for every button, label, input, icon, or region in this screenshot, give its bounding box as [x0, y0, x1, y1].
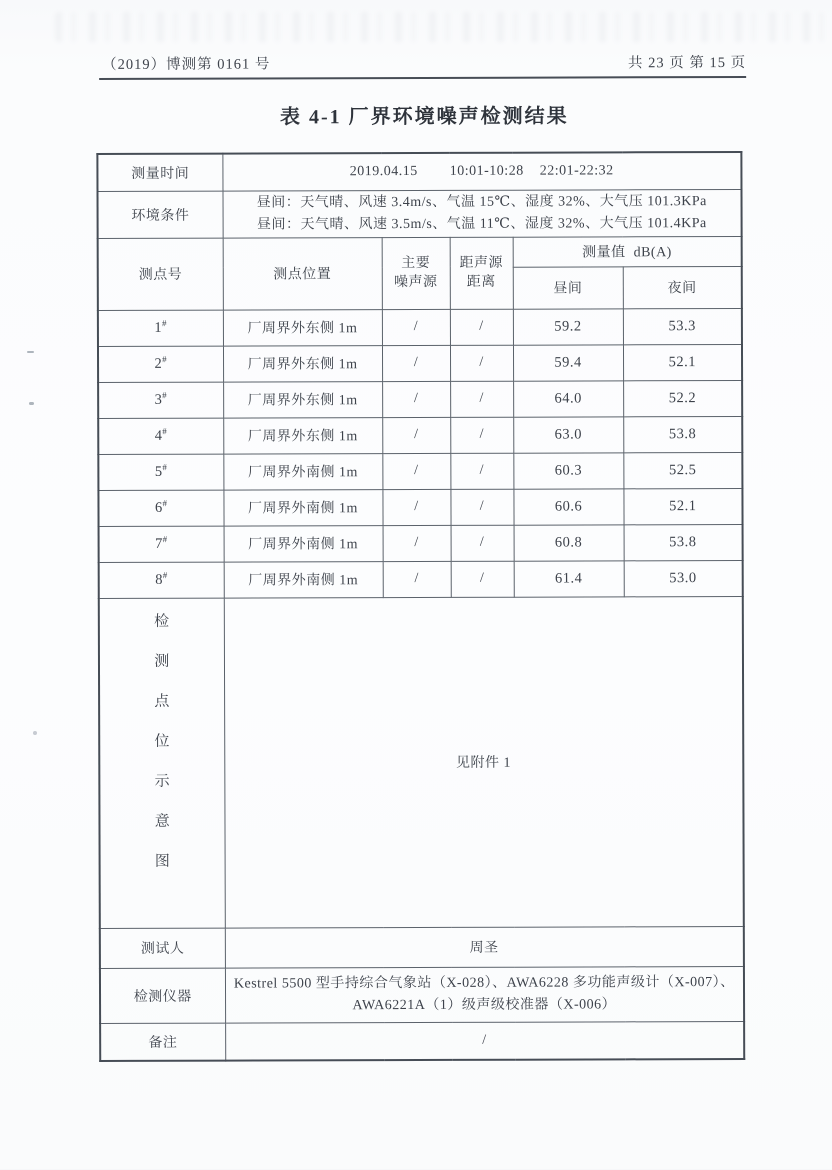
point-loc-cell: 厂周界外东侧 1m [223, 381, 382, 417]
measure-time-row [97, 152, 741, 191]
page-count: 共 23 页 第 15 页 [627, 54, 747, 72]
measure-time-label: 测量时间 [97, 154, 222, 191]
night-value-cell: 53.8 [624, 524, 743, 560]
point-no-cell: 2# [98, 346, 223, 382]
distance-cell: / [451, 525, 514, 561]
col-header-point-loc: 测点位置 [223, 237, 382, 309]
instrument-value: Kestrel 5500 型手持综合气象站（X-028）、AWA6228 多功能声级计（X-007）、 AWA6221A（1）级声级校准器（X-006） [225, 966, 744, 1023]
distance-cell: / [450, 453, 513, 489]
distance-cell: / [450, 345, 513, 381]
col-header-point-no: 测点号 [98, 238, 223, 310]
tester-row [100, 926, 744, 968]
night-value-cell: 52.1 [623, 488, 742, 524]
tester-value: 周圣 [225, 926, 744, 968]
noise-results-table [96, 151, 745, 1062]
distance-cell: / [450, 489, 513, 525]
column-header-row [98, 236, 742, 268]
page-header [102, 51, 746, 74]
table-row [99, 524, 743, 562]
col-header-measured-value: 测量值 dB(A) [513, 236, 742, 267]
noise-source-cell: / [382, 417, 450, 453]
instrument-row [100, 966, 744, 1023]
point-no-cell: 6# [98, 490, 223, 526]
day-value-cell: 60.3 [513, 452, 623, 488]
point-no-cell: 8# [99, 562, 224, 598]
noise-source-cell: / [382, 453, 450, 489]
noise-source-cell: / [382, 381, 450, 417]
night-value-cell: 53.3 [623, 308, 742, 344]
remark-value: / [225, 1021, 744, 1061]
night-value-cell: 53.8 [623, 416, 742, 452]
point-loc-cell: 厂周界外东侧 1m [223, 309, 382, 345]
distance-cell: / [451, 561, 514, 597]
point-loc-cell: 厂周界外东侧 1m [223, 345, 382, 381]
point-no-cell: 3# [98, 382, 223, 418]
point-loc-cell: 厂周界外南侧 1m [223, 453, 382, 489]
night-value-cell: 53.0 [624, 560, 743, 596]
distance-cell: / [450, 309, 513, 345]
day-value-cell: 64.0 [513, 380, 623, 416]
page-title: 表 4-1 厂界环境噪声检测结果 [279, 105, 569, 129]
point-loc-cell: 厂周界外东侧 1m [223, 417, 382, 453]
noise-source-cell: / [382, 489, 450, 525]
col-header-noise-source: 主要 噪声源 [382, 237, 450, 309]
night-value-cell: 52.1 [623, 344, 742, 380]
point-no-cell: 7# [99, 526, 224, 562]
environment-day-line: 昼间：天气晴、风速 3.4m/s、气温 15℃、湿度 32%、大气压 101.3KPa [256, 193, 707, 210]
environment-night-line: 昼间：天气晴、风速 3.5m/s、气温 11℃、湿度 32%、大气压 101.4KPa [257, 215, 707, 232]
remark-row [100, 1021, 744, 1061]
point-no-cell: 1# [98, 310, 223, 346]
col-header-distance: 距声源 距离 [450, 237, 513, 309]
table-row [98, 344, 742, 382]
noise-source-cell: / [383, 561, 451, 597]
day-value-cell: 63.0 [513, 416, 623, 452]
point-loc-cell: 厂周界外南侧 1m [223, 489, 382, 525]
noise-source-cell: / [382, 345, 450, 381]
environment-value [222, 189, 741, 238]
remark-label: 备注 [100, 1023, 225, 1061]
noise-source-cell: / [383, 525, 451, 561]
distance-cell: / [450, 381, 513, 417]
col-header-night: 夜间 [623, 266, 742, 308]
table-row [98, 488, 742, 526]
noise-source-cell: / [382, 309, 450, 345]
doc-number: （2019）博测第 0161 号 [102, 56, 271, 73]
col-header-day: 昼间 [513, 266, 623, 308]
diagram-label [99, 598, 225, 928]
diagram-row [99, 596, 744, 928]
tester-label: 测试人 [100, 928, 225, 968]
table-row [98, 380, 742, 418]
point-no-cell: 5# [98, 454, 223, 490]
distance-cell: / [450, 417, 513, 453]
table-row [98, 416, 742, 454]
diagram-content: 见附件 1 [224, 596, 744, 928]
point-loc-cell: 厂周界外南侧 1m [224, 561, 383, 597]
environment-label: 环境条件 [97, 191, 222, 238]
instrument-label: 检测仪器 [100, 968, 225, 1023]
night-value-cell: 52.5 [623, 452, 742, 488]
table-row [99, 560, 743, 598]
header-rule [99, 76, 746, 80]
day-value-cell: 59.4 [513, 344, 623, 380]
day-value-cell: 60.8 [514, 524, 624, 560]
table-row [98, 452, 742, 490]
day-value-cell: 61.4 [514, 560, 624, 596]
day-value-cell: 59.2 [513, 308, 623, 344]
night-value-cell: 52.2 [623, 380, 742, 416]
point-loc-cell: 厂周界外南侧 1m [224, 525, 383, 561]
table-row [98, 308, 742, 346]
point-no-cell: 4# [98, 418, 223, 454]
environment-row [97, 189, 741, 238]
diagram-label-vertical-text: 检 测 点 位 示 意 图 [154, 613, 170, 870]
day-value-cell: 60.6 [513, 488, 623, 524]
measure-time-value: 2019.04.15 10:01-10:28 22:01-22:32 [222, 152, 741, 191]
